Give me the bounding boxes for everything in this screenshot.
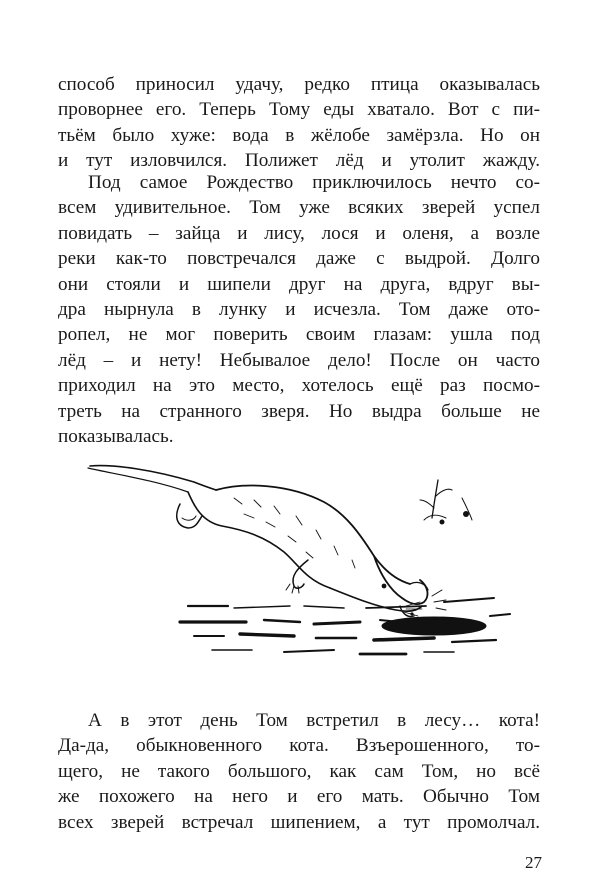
- otter-diving-icon: [88, 466, 446, 617]
- ice-hole-icon: [180, 598, 510, 654]
- text-line: они стояли и шипели друг на друга, вдруг вы-: [58, 273, 540, 295]
- text-line: Под самое Рождество приключилось нечто со-: [88, 172, 540, 193]
- paragraph-3: [58, 708, 540, 835]
- text-line: и тут изловчился. Полижет лёд и утолит жажду.: [58, 150, 540, 172]
- text-line: же похожего на него и его мать. Обычно Том: [58, 786, 540, 808]
- text-line: тьём было хуже: вода в жёлобе замёрзла. Но он: [58, 124, 540, 146]
- text-line: дра нырнула в лунку и исчезла. Том даже ото-: [58, 299, 540, 321]
- paragraph-1: [58, 72, 540, 174]
- text-line: всем удивительное. Том уже всяких зверей успел: [58, 197, 540, 219]
- text-line: лёд – и нету! Небывалое дело! После он часто: [58, 349, 540, 371]
- text-line: повидать – зайца и лису, лося и оленя, а возле: [58, 222, 540, 244]
- text-line: приходил на это место, хотелось ещё раз посмо-: [58, 375, 540, 397]
- text-line: Да-да, обыкновенного кота. Взъерошенного, то-: [58, 735, 540, 757]
- text-line: проворнее его. Теперь Тому еды хватало. Вот с пи-: [58, 99, 540, 121]
- twig-icon: [420, 480, 472, 525]
- text-line: А в этот день Том встретил в лесу… кота!: [88, 710, 540, 731]
- text-line: щего, не такого большого, как сам Том, но всё: [58, 760, 540, 782]
- text-line: способ приносил удачу, редко птица оказывалась: [58, 74, 540, 95]
- text-line: всех зверей встречал шипением, а тут промолчал.: [58, 811, 540, 833]
- text-line: треть на странного зверя. Но выдра больше не: [58, 400, 540, 422]
- text-line: реки как-то повстречался даже с выдрой. Долго: [58, 248, 540, 270]
- text-line: показывалась.: [58, 426, 174, 448]
- otter-illustration: [84, 456, 516, 662]
- page-number: 27: [525, 853, 542, 872]
- paragraph-2: [58, 170, 540, 449]
- text-line: ропел, не мог поверить своим глазам: ушла под: [58, 324, 540, 346]
